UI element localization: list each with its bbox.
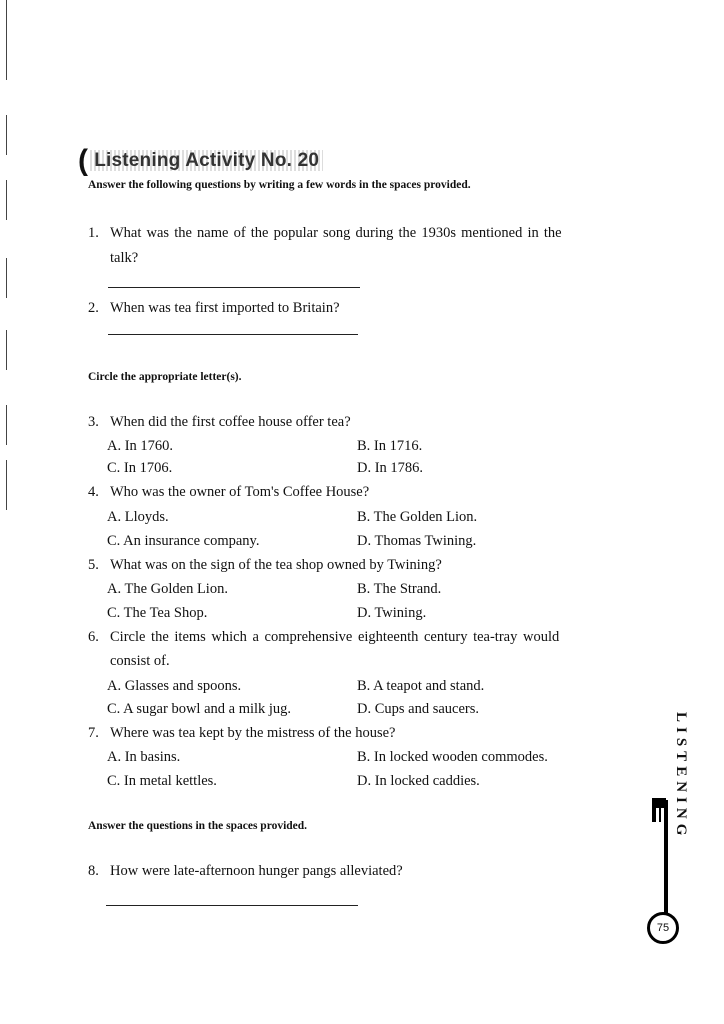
q6-option-a[interactable]: A. Glasses and spoons. (107, 678, 242, 694)
scan-edge (6, 115, 7, 155)
q3-option-d[interactable]: D. In 1786. (357, 460, 424, 476)
q3-number: 3. (88, 414, 99, 430)
q6-text-cont: consist of. (110, 653, 170, 669)
q5-text: What was on the sign of the tea shop owned by Twining? (110, 557, 442, 573)
q4-option-d[interactable]: D. Thomas Twining. (357, 533, 477, 549)
instruction-circle: Circle the appropriate letter(s). (88, 371, 242, 383)
q3-option-c[interactable]: C. In 1706. (107, 460, 173, 476)
q5-number: 5. (88, 557, 99, 573)
q8-text: How were late-afternoon hunger pangs alleviated? (110, 863, 403, 879)
q4-option-a[interactable]: A. Lloyds. (107, 509, 169, 525)
q1-text: What was the name of the popular song during the 1930s mentioned in the (110, 225, 562, 241)
q6-number: 6. (88, 629, 99, 645)
q7-number: 7. (88, 725, 99, 741)
q2-answer-blank[interactable] (108, 334, 358, 335)
key-shaft (664, 800, 668, 913)
q7-option-b[interactable]: B. In locked wooden commodes. (357, 749, 548, 765)
q2-text: When was tea first imported to Britain? (110, 300, 340, 316)
activity-title: ( Listening Activity No. 20 (78, 140, 323, 174)
q3-text: When did the first coffee house offer tea? (110, 414, 351, 430)
scan-edge (6, 330, 7, 370)
instruction-answer: Answer the questions in the spaces provided. (88, 820, 308, 832)
q3-option-b[interactable]: B. In 1716. (357, 438, 423, 454)
q7-option-a[interactable]: A. In basins. (107, 749, 181, 765)
q4-option-c[interactable]: C. An insurance company. (107, 533, 260, 549)
q7-option-d[interactable]: D. In locked caddies. (357, 773, 480, 789)
q5-option-b[interactable]: B. The Strand. (357, 581, 442, 597)
page-number: 75 (647, 912, 679, 944)
scan-edge (6, 258, 7, 298)
q1-number: 1. (88, 225, 99, 241)
q4-number: 4. (88, 484, 99, 500)
scan-edge (6, 0, 7, 80)
section-label: LISTENING (673, 712, 689, 841)
q3-option-a[interactable]: A. In 1760. (107, 438, 174, 454)
q6-option-b[interactable]: B. A teapot and stand. (357, 678, 485, 694)
q1-text-cont: talk? (110, 250, 139, 266)
q6-option-c[interactable]: C. A sugar bowl and a milk jug. (107, 701, 292, 717)
q5-option-c[interactable]: C. The Tea Shop. (107, 605, 208, 621)
scan-edge (6, 405, 7, 445)
q4-option-b[interactable]: B. The Golden Lion. (357, 509, 478, 525)
q6-option-d[interactable]: D. Cups and saucers. (357, 701, 480, 717)
q8-answer-blank[interactable] (106, 905, 358, 906)
instruction-write: Answer the following questions by writing a few words in the spaces provided. (88, 179, 471, 191)
q5-option-d[interactable]: D. Twining. (357, 605, 427, 621)
q7-text: Where was tea kept by the mistress of the house? (110, 725, 396, 741)
q7-option-c[interactable]: C. In metal kettles. (107, 773, 217, 789)
scan-edge (6, 460, 7, 510)
q8-number: 8. (88, 863, 99, 879)
q1-answer-blank[interactable] (108, 287, 360, 288)
q6-text: Circle the items which a comprehensive eighteenth century tea-tray would (110, 629, 560, 645)
q2-number: 2. (88, 300, 99, 316)
q4-text: Who was the owner of Tom's Coffee House? (110, 484, 370, 500)
q5-option-a[interactable]: A. The Golden Lion. (107, 581, 228, 597)
scan-edge (6, 180, 7, 220)
